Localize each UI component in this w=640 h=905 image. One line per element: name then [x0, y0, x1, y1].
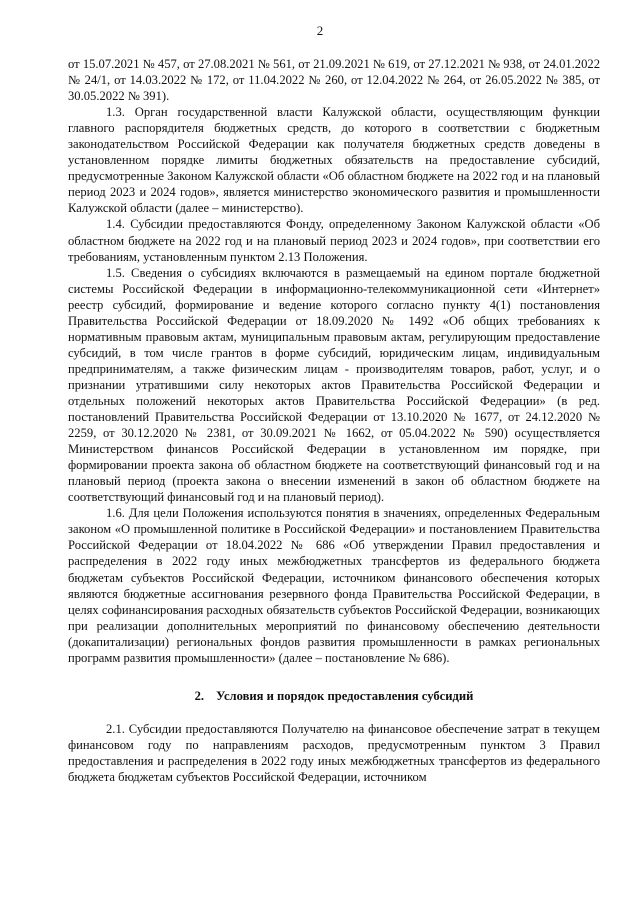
- section-number: 2.: [194, 688, 205, 703]
- paragraph-1-4: 1.4. Субсидии предоставляются Фонду, определенному Законом Калужской области «Об областном бюджете на 2022 год и на плановый период 2023 и 2024 годов», при соответствии его требованиям, установленным пунктом 2.13 Положения.: [68, 217, 600, 264]
- paragraph-1-3: 1.3. Орган государственной власти Калужской области, осуществляющим функции главного распорядителя бюджетных средств, до которого в соответствии с бюджетным законодательством Российской Федерации как получателя бюджетных средств доведены в установленном порядке лимиты бюджетных обязательств на предоставление субсидий, предусмотренные Законом Калужской области «Об областном бюджете на 2022 год и на плановый период 2023 и 2024 годов», является министерство экономического развития и промышленности Калужской области (далее – министерство).: [68, 105, 600, 216]
- paragraph-1-5: 1.5. Сведения о субсидиях включаются в размещаемый на едином портале бюджетной системы Российской Федерации в информационно-телекоммуникационной сети «Интернет» реестр субсидий, формирование и ведение которого согласно пункту 4(1) постановления Правительства Российской Федерации от 18.09.2020 № 1492 «Об общих требованиях к нормативным правовым актам, муниципальным правовым актам, регулирующим предоставление субсидий, в том числе грантов в форме субсидий, юридическим лицам, индивидуальным предпринимателям, а также физическим лицам - производителям товаров, работ, услуг, и о признании утратившими силу некоторых актов Правительства Российской Федерации и отдельных положений некоторых актов Правительства Российской Федерации» (в ред. постановлений Правительства Российской Федерации от 13.10.2020 № 1677, от 24.12.2020 № 2259, от 30.12.2020 № 2381, от 30.09.2021 № 1662, от 05.04.2022 № 590) осуществляется Министерством финансов Российской Федерации в установленном им порядке, при формировании проекта закона об областном бюджете на соответствующий финансовый год и на плановый период (проекта закона о внесении изменений в закон об областном бюджете на соответствующий финансовый год и на плановый период).: [68, 265, 600, 505]
- page-number: 2: [316, 23, 324, 38]
- document-body: [68, 56, 600, 785]
- paragraph-2-1: 2.1. Субсидии предоставляются Получателю на финансовое обеспечение затрат в текущем финансовом году по направлениям расходов, предусмотренным пунктом 3 Правил предоставления и распределения в 2022 году иных межбюджетных трансфертов из федерального бюджета бюджетам субъектов Российской Федерации, источником: [68, 721, 600, 784]
- section-title: Условия и порядок предоставления субсидий: [216, 688, 474, 703]
- paragraph-1-6: 1.6. Для цели Положения используются понятия в значениях, определенных Федеральным законом «О промышленной политике в Российской Федерации» и постановлением Правительства Российской Федерации от 18.04.2022 № 686 «Об утверждении Правил предоставления и распределения в 2022 году иных межбюджетных трансфертов из федерального бюджета бюджетам субъектов Российской Федерации, источником финансового обеспечения которых являются бюджетные ассигнования резервного фонда Правительства Российской Федерации, в целях софинансирования расходных обязательств субъектов Российской Федерации, возникающих при реализации дополнительных мероприятий по финансовому обеспечению деятельности (докапитализации) региональных фондов развития промышленности в рамках региональных программ развития промышленности» (далее – постановление № 686).: [68, 506, 600, 665]
- paragraph-continuation: от 15.07.2021 № 457, от 27.08.2021 № 561, от 21.09.2021 № 619, от 27.12.2021 № 938, от 24.01.2022 № 24/1, от 14.03.2022 № 172, от 11.04.2022 № 260, от 12.04.2022 № 264, от 26.05.2022 № 385, от 30.05.2022 № 391).: [68, 57, 600, 104]
- section-heading: [68, 688, 600, 704]
